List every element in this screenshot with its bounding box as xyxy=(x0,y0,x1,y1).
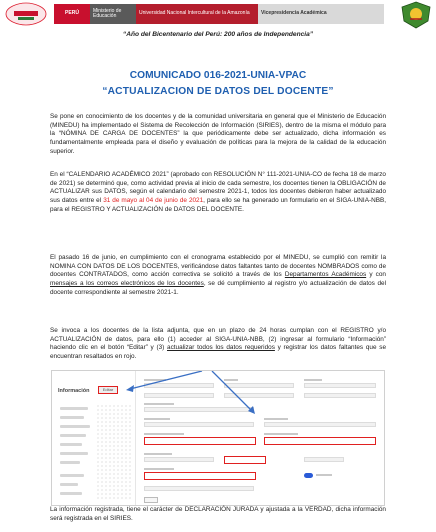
underlined-update: actualizar todos los datos requeridos xyxy=(167,344,275,352)
communique-subtitle: “ACTUALIZACION DE DATOS DEL DOCENTE” xyxy=(102,86,334,97)
vice-label: Vicepresidencia Académica xyxy=(258,4,384,24)
paragraph-3: El pasado 16 de junio, en cumplimiento con el cronograma establecido por el MINEDU, se cumplió con remitir la NOMINA CON DATOS DE LOS DOCENTES, verificándose datos faltantes tanto de docentes NOMBRADOS como de docentes CONTRATADOS, como acción correctiva se solicitó a través de los Departamentos Académicos y con mensajes a los correos electrónicos de los docentes, se dé cumplimiento al registro y/o actualización de datos del docente correspondiente al semestre 2021-1. xyxy=(50,254,386,296)
communique-title: COMUNICADO 016-2021-UNIA-VPAC xyxy=(129,70,307,81)
paragraph-2: En el “CALENDARIO ACADÉMICO 2021” (aprobado con RESOLUCIÓN N° 111-2021-UNIA-CO de fecha 18 de marzo de 2021) se determinó que, como actividad previa al inicio de cada semestre, los docentes tienen la OBLIGACIÓN de ACTUALIZAR sus DATOS, según el calendario del semestre 2021-1, todos los docentes debieron haber actualizado sus datos entre el 31 de mayo al 04 de junio de 2021, para ello se ha generado un formulario en el SIGA-UNIA-NBB, para el REGISTRO Y ACTUALIZACIÓN de DATOS DEL DOCENTE. xyxy=(50,171,386,213)
underlined-departments: Departamentos Académicos xyxy=(284,271,367,279)
edit-button[interactable]: Editar xyxy=(98,386,118,394)
date-range-highlight: 31 de mayo al 04 de junio de 2021 xyxy=(103,197,204,205)
paragraph-5: La información registrada, tiene el carácter de DECLARACIÓN JURADA y ajustada a la VERDAD, dicha información será registrada en el SIRIES. xyxy=(50,506,386,522)
university-label: Universidad Nacional Intercultural de la Amazonía xyxy=(136,4,258,24)
institution-band xyxy=(54,4,384,24)
form-screenshot xyxy=(51,370,385,506)
year-motto: “Año del Bicentenario del Perú: 200 años de Independencia” xyxy=(122,31,314,38)
university-seal-right xyxy=(400,1,432,29)
ministry-label: Ministerio de Educación xyxy=(90,4,136,24)
underlined-emails: mensajes a los correos electrónicos de los docentes xyxy=(50,280,204,288)
paragraph-1: Se pone en conocimiento de los docentes y de la comunidad universitaria en general que el Ministerio de Educación (MINEDU) ha implementado el Sistema de Recolección de Información (SIRIES), dentro de la misma el módulo para la “NÓMINA DE CARGA DE DOCENTES” la que periódicamente debe ser actualizado, dicha información es fundamentalmente empleada para el diseño y evaluación de políticas para la mejora de la calidad de la educación superior. xyxy=(50,113,386,155)
pointer-arrows xyxy=(52,371,385,506)
info-panel-title: Información xyxy=(58,388,90,394)
university-logo-left xyxy=(4,2,48,26)
letterhead xyxy=(4,2,432,28)
peru-label: PERÚ xyxy=(54,4,90,24)
paragraph-4: Se invoca a los docentes de la lista adjunta, que en un plazo de 24 horas cumplan con el REGISTRO y/o ACTUALIZACIÓN de datos, para ello (1) acceder al SIGA-UNIA-NBB, (2) ingresar al formulario “Información” haciendo clic en el botón “Editar” y (3) actualizar todos los datos requeridos y registrar los datos faltantes que se encuentran resaltados en rojo. xyxy=(50,327,386,361)
